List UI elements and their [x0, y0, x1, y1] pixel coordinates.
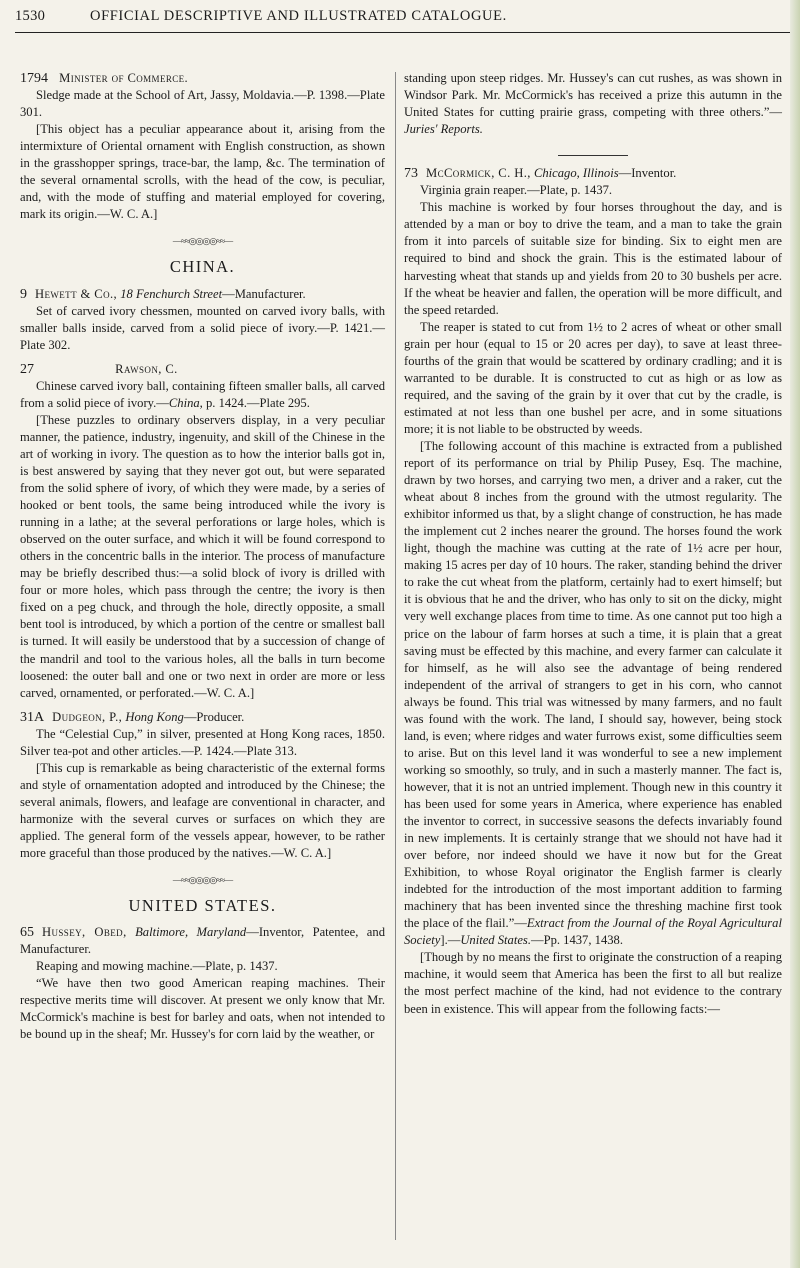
entry-27-note: [These puzzles to ordinary observers display, in a very peculiar manner, the patience, industry, ingenuity, and skill of the Chinese in the art of working in ivory. The question as to how the interior balls got in, is best answered by saying that they never got out, but were separated from the solid sphere of ivory, of which they were made, by a series of hooked or bent tools, the same being introduced while the ivory is running in a lathe; at the several perforations or large holes, which is observed on the outer surface, and which it will be found correspond to others in the concentric balls in the interior. The process of manufacture may be briefly described thus:—a solid block of ivory is drilled with four or more holes, which pass through the centre; the ivory is then fixed on a peg chuck, and through the hole, directly opposite, a small bent tool is introduced, by which a portion of the centre or smallest ball is turned. It will easily be understood that by a succession of change of the mandril and tool to the various holes, all the balls in turn become loosened: the outer ball and one or two next in order are more or less carved, ornamented, or perforated.—W. C. A.] — [20, 412, 385, 700]
entry-73-paragraph-2: The reaper is stated to cut from 1½ to 2 acres of wheat or other small grain per hour (equal to 15 or 20 acres per day), to save at least three-fourths of the grain that would be scattered by ordinary cradling; and it is warranted to be durable. It is constructed to cut as high or as low as required, and the saving of the grain by it over that cut by the cradle, is estimated at not less than one bushel per acre, and in some situations more; it is not liable to be obstructed by weeds. — [404, 319, 782, 436]
entry-9-heading: 9 Hewett & Co., 18 Fenchurch Street—Manufacturer. — [20, 286, 306, 302]
entry-65-description: Reaping and mowing machine.—Plate, p. 1437. — [36, 959, 278, 974]
section-ornament-2: —≈≈◎◎◎◎≈≈— — [172, 875, 233, 886]
continued-quote: standing upon steep ridges. Mr. Hussey's can cut rushes, as was shown in Windsor Park. Mr. McCormick's has received a prize this autumn in the United States for cutting prairie grass, competing with three others.”—Juries' Reports. — [404, 71, 782, 137]
entry-73-heading: 73 McCormick, C. H., Chicago, Illinois—Inventor. — [404, 166, 677, 182]
entry-9-description: Set of carved ivory chessmen, mounted on carved ivory balls, with smaller balls inside, carved from a solid piece of ivory.—P. 1421.—Plate 302. — [20, 303, 385, 352]
entry-27-description: Chinese carved ivory ball, containing fifteen smaller balls, all carved from a solid piece of ivory.—China, p. 1424.—Plate 295. — [20, 378, 385, 410]
page-header — [0, 8, 790, 34]
entry-65-quote: “We have then two good American reaping machines. Their respective merits time will discover. At present we only know that Mr. McCormick's machine is best for barley and oats, when not intended to be bound up in the sheaf; Mr. Hussey's for corn laid by the weather, or — [20, 976, 385, 1042]
left-column — [20, 70, 385, 1043]
short-rule — [558, 155, 628, 156]
entry-31a-heading: 31A Dudgeon, P., Hong Kong—Producer. — [20, 709, 245, 725]
entry-73-description: Virginia grain reaper.—Plate, p. 1437. — [420, 183, 613, 198]
entry-1794-note: [This object has a peculiar appearance about it, arising from the intermixture of Oriental ornament with English construction, as shown in the grasshopper springs, trace-bar, the lamp, &c. The termination of the several ornamental scrolls, with the head of the cow, is peculiar, and, with the mode of stuffing and material employed for covering, mark its origin.—W. C. A.] — [20, 122, 385, 222]
entry-65-heading: 65 Hussey, Obed, Baltimore, Maryland—Inventor, Patentee, and Manufacturer. — [20, 925, 385, 957]
section-heading-united-states: UNITED STATES. — [128, 896, 277, 916]
section-heading-china: CHINA. — [169, 257, 236, 277]
header-rule — [15, 32, 790, 33]
page-number: 1530 — [15, 8, 46, 24]
entry-73-paragraph-4: [Though by no means the first to originate the construction of a reaping machine, it would seem that America has been the first to all but realize the most perfect machine of the kind, had not evidence to the contrary been in existence. This will appear from the following facts:— — [404, 950, 782, 1016]
entry-27-heading: 27 Rawson, C. — [20, 361, 178, 377]
entry-73-paragraph-1: This machine is worked by four horses throughout the day, and is attended by a man or boy to drive the team, and a man to take the grain from it into parcels of suitable size for binding. Six to eight men are required to bind and shock the grain. This is the estimated labour of harvesting wheat that stands up and yields from 20 to 30 bushels per acre. If the wheat be heavier and fallen, the operation will be more difficult, and the speed retarded. — [404, 200, 782, 317]
right-column — [404, 70, 782, 1018]
entry-1794-heading: 1794 Minister of Commerce. — [20, 71, 189, 86]
entry-31a-description: The “Celestial Cup,” in silver, presented at Hong Kong races, 1850. Silver tea-pot and other articles.—P. 1424.—Plate 313. — [20, 726, 385, 758]
section-ornament: —≈≈◎◎◎◎≈≈— — [172, 236, 233, 247]
page-edge — [790, 0, 800, 1268]
entry-31a-note: [This cup is remarkable as being characteristic of the external forms and style of ornamentation adopted and introduced by the Chinese; the several animals, flowers, and leafage are conventional in character, and harmonize with the several curves or surfaces on which they are applied. The general form of the vessels appear, however, to be rather more graceful than those produced by the natives.—W. C. A.] — [20, 760, 385, 861]
entry-1794-description: Sledge made at the School of Art, Jassy, Moldavia.—P. 1398.—Plate 301. — [20, 88, 385, 120]
running-title: OFFICIAL DESCRIPTIVE AND ILLUSTRATED CATALOGUE. — [90, 8, 507, 24]
entry-73-paragraph-3: [The following account of this machine is extracted from a published report of its performance on trial by Philip Pusey, Esq. The machine, drawn by two horses, and carrying two men, a driver and a raker, cut the wheat about 8 inches from the ground with the utmost regularity. The exhibitor informed us that, by a slight change of construction, he has made the implement cut 2 inches nearer the ground. The horses found the work light, though the machine was cutting at the rate of 1½ acre per hour, making 15 acres per day of 10 hours. The raker, standing behind the driver to rake the cut wheat from the platform, certainly had to exert himself; but it is obvious that he and the driver, who has only to sit on the dicky, might very well exchange places from time to time. As one cannot put too high a price on the labour of farm horses at such a time, it is plain that a great saving must be effected by this machine, and every farmer can calculate it for himself, as he will also see the advantage of being rendered independent of the arrival of strangers to get in his corn, who cannot always be found. This trial was witnessed by many farmers, and no fault was found with the work. The land, I should say, however, being stock land, is even; where ridges and water furrows exist, some difficulties seem to arise. But on this level land it was wonderful to see a new implement working so smoothly, so truly, and in such a masterly manner. The fact is, however, that it is not an untried implement. Though new in this country it has been used for some years in America, where experience has enabled the inventor to correct, in successive seasons the defects invariably found in new implements. It is certainly strange that we should not have had it over before, nor indeed should we have it now but for the Great Exhibition, to whose Royal originator the English farmer is clearly indebted for the introduction of the most important addition to farming machinery that has been invented since the threshing machine first took the place of the flail.”—Extract from the Journal of the Royal Agricultural Society].—United States.—Pp. 1437, 1438. — [404, 438, 782, 948]
column-divider — [395, 72, 396, 1240]
